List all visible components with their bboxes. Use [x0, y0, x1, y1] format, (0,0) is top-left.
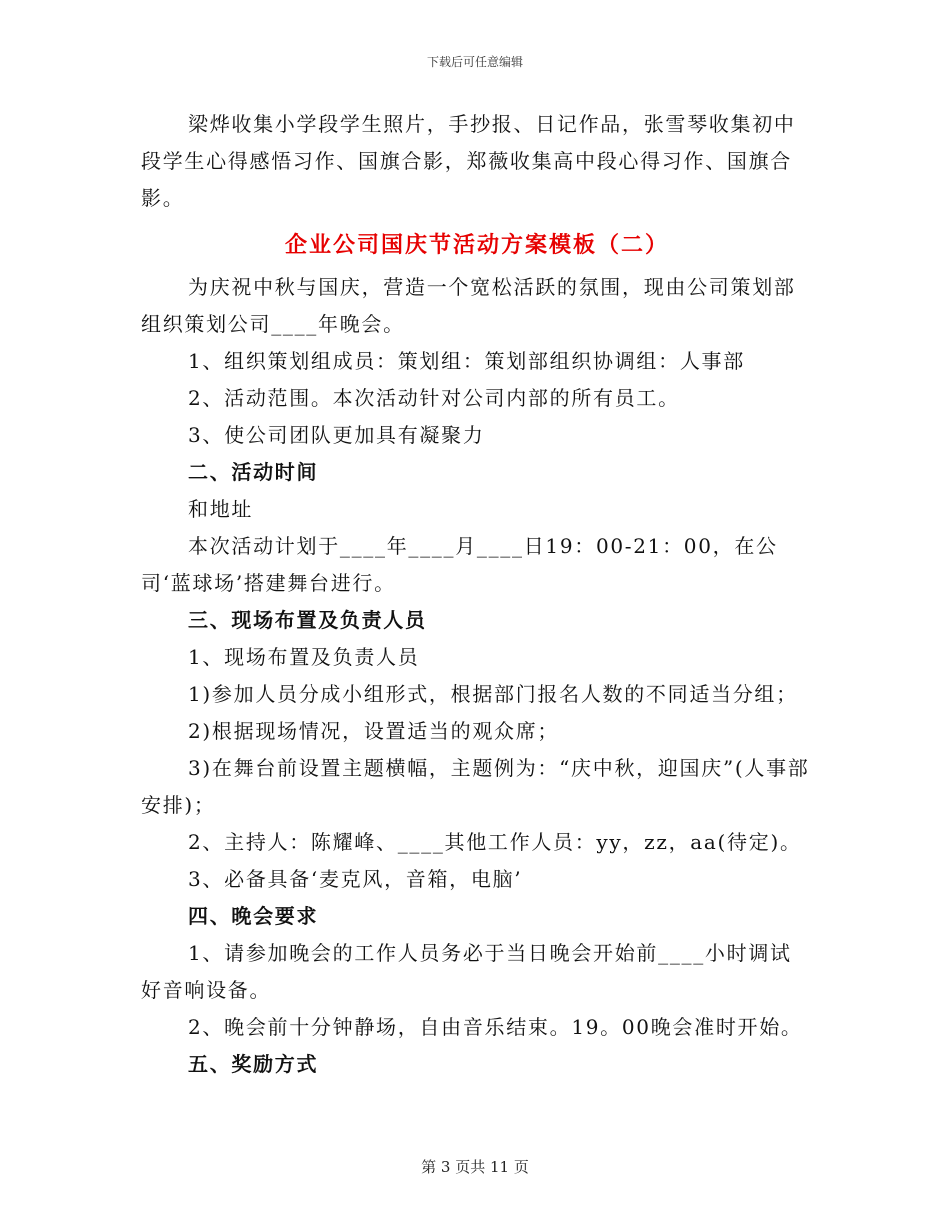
- page-header: 下载后可任意编辑: [426, 55, 523, 69]
- paragraph-setup-1: 1)参加人员分成小组形式，根据部门报名人数的不同适当分组；: [188, 682, 798, 706]
- paragraph-schedule: 本次活动计划于____年____月____日19：00-21：00，在公司‘蓝球场’搭建舞台进行。: [141, 534, 778, 595]
- paragraph-setup-2: 2)根据现场情况，设置适当的观众席；: [188, 719, 560, 743]
- paragraph-intro: 为庆祝中秋与国庆，营造一个宽松活跃的氛围，现由公司策划部组织策划公司____年晚会。: [141, 275, 796, 336]
- paragraph-organizers: 1、组织策划组成员：策划组：策划部组织协调组：人事部: [188, 349, 745, 373]
- paragraph-scope: 2、活动范围。本次活动针对公司内部的所有员工。: [188, 386, 680, 410]
- heading-requirements: 四、晚会要求: [188, 904, 319, 928]
- paragraph-setup-title: 1、现场布置及负责人员: [188, 645, 420, 669]
- document-title: 企业公司国庆节活动方案模板（二）: [284, 232, 669, 258]
- paragraph-requirement-1: 1、请参加晚会的工作人员务必于当日晚会开始前____小时调试好音响设备。: [141, 941, 792, 1002]
- paragraph-cohesion: 3、使公司团队更加具有凝聚力: [188, 423, 485, 447]
- paragraph-hosts: 2、主持人：陈耀峰、____其他工作人员：yy，zz，aa(待定)。: [188, 830, 802, 854]
- paragraph-requirement-2: 2、晚会前十分钟静场，自由音乐结束。19。00晚会准时开始。: [188, 1015, 803, 1039]
- paragraph-location-label: 和地址: [188, 497, 254, 521]
- document-body: [141, 106, 813, 1083]
- paragraph-photo-collection: 梁烨收集小学段学生照片，手抄报、日记作品，张雪琴收集初中段学生心得感悟习作、国旗合影，郑薇收集高中段心得习作、国旗合影。: [141, 112, 796, 210]
- heading-time: 二、活动时间: [188, 460, 319, 484]
- heading-setup: 三、现场布置及负责人员: [188, 608, 427, 632]
- page-footer: 第 3 页共 11 页: [421, 1158, 529, 1176]
- paragraph-setup-3: 3)在舞台前设置主题横幅，主题例为：“庆中秋，迎国庆”(人事部安排)；: [141, 756, 810, 817]
- paragraph-equipment: 3、必备具备‘麦克风，音箱，电脑’: [188, 867, 523, 891]
- heading-rewards: 五、奖励方式: [188, 1052, 319, 1076]
